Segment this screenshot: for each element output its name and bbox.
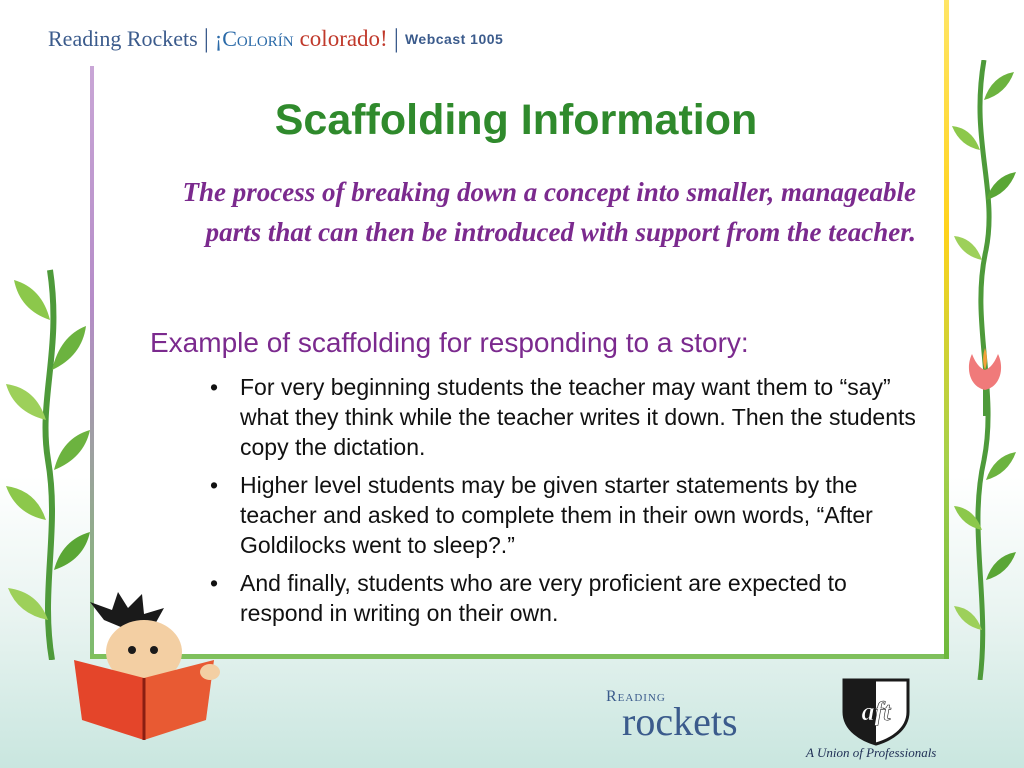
- reading-rockets-logo: [606, 688, 738, 745]
- bullet-dot: •: [210, 472, 219, 498]
- bullet-dot: •: [210, 374, 219, 400]
- reading-kid-illustration: [64, 590, 234, 750]
- logo-rockets-text: rockets: [622, 699, 738, 744]
- header-colorado: colorado!: [299, 26, 388, 51]
- example-heading: Example of scaffolding for responding to a story:: [150, 327, 749, 358]
- aft-shield-logo: [840, 676, 912, 746]
- header-separator: |: [203, 24, 209, 53]
- bullet-dot: •: [210, 570, 219, 596]
- bullet-text: Higher level students may be given starter statements by the teacher and asked to complete them in their own words, “After Goldilocks went to sleep?.”: [240, 472, 873, 558]
- list-item: [210, 372, 925, 462]
- header-webcast: Webcast 1005: [404, 31, 504, 47]
- list-item: [210, 470, 925, 560]
- aft-caption: A Union of Professionals: [806, 745, 937, 760]
- aft-logo-text: aft: [861, 697, 891, 726]
- header-brand: Reading Rockets: [48, 26, 198, 51]
- list-item: [210, 568, 925, 628]
- webcast-header: [48, 22, 503, 56]
- bullet-list: [210, 372, 925, 636]
- slide-title: Scaffolding Information: [274, 96, 758, 144]
- header-separator-2: |: [393, 24, 399, 53]
- bullet-text: For very beginning students the teacher may want them to “say” what they think while the teacher writes it down. Then the students copy the dictation.: [240, 374, 916, 460]
- bullet-text: And finally, students who are very proficient are expected to respond in writing on their own.: [240, 570, 847, 626]
- header-colorin: ¡Colorín: [214, 26, 294, 51]
- logo-reading-text: Reading: [606, 688, 666, 705]
- frame-right-border: [944, 0, 949, 659]
- flower-icon: [960, 346, 1010, 416]
- definition-text: The process of breaking down a concept into smaller, manageable parts that can then be introduced with support from the teacher.: [182, 177, 916, 247]
